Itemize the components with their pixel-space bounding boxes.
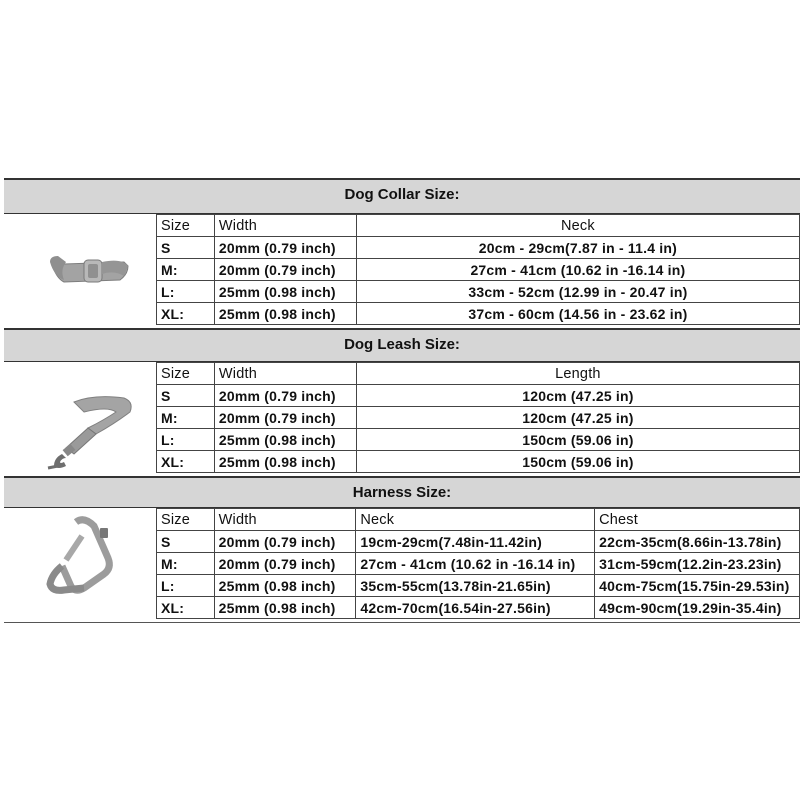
table-cell: 25mm (0.98 inch) xyxy=(214,597,356,619)
table-cell: 25mm (0.98 inch) xyxy=(214,575,356,597)
leash-column-header: Width xyxy=(214,363,356,385)
table-cell: 49cm-90cm(19.29in-35.4in) xyxy=(595,597,800,619)
table-cell: M: xyxy=(157,407,215,429)
table-cell: 20mm (0.79 inch) xyxy=(214,531,356,553)
harness-column-header: Chest xyxy=(595,509,800,531)
table-cell: 120cm (47.25 in) xyxy=(356,385,799,407)
leash-header-row xyxy=(157,363,800,385)
table-row xyxy=(157,259,800,281)
harness-table xyxy=(156,508,800,619)
leash-image xyxy=(4,362,156,476)
leash-column-header: Size xyxy=(157,363,215,385)
table-cell: XL: xyxy=(157,597,215,619)
leash-icon xyxy=(4,362,156,476)
table-row xyxy=(157,237,800,259)
table-cell: 27cm - 41cm (10.62 in -16.14 in) xyxy=(356,553,595,575)
leash-section xyxy=(4,362,800,476)
collar-section-header xyxy=(4,178,800,214)
table-cell: 37cm - 60cm (14.56 in - 23.62 in) xyxy=(356,303,799,325)
table-cell: XL: xyxy=(157,303,215,325)
collar-section-title: Dog Collar Size: xyxy=(344,186,460,203)
table-cell: S xyxy=(157,531,215,553)
table-row xyxy=(157,281,800,303)
collar-table xyxy=(156,214,800,325)
collar-header-row xyxy=(157,215,800,237)
harness-header-row xyxy=(157,509,800,531)
table-row xyxy=(157,303,800,325)
table-cell: S xyxy=(157,237,215,259)
table-cell: 27cm - 41cm (10.62 in -16.14 in) xyxy=(356,259,799,281)
collar-column-header: Width xyxy=(214,215,356,237)
table-cell: 25mm (0.98 inch) xyxy=(214,281,356,303)
table-row xyxy=(157,429,800,451)
table-cell: M: xyxy=(157,259,215,281)
table-row xyxy=(157,407,800,429)
table-cell: 20mm (0.79 inch) xyxy=(214,385,356,407)
table-cell: L: xyxy=(157,281,215,303)
collar-icon xyxy=(4,214,156,328)
table-cell: XL: xyxy=(157,451,215,473)
table-cell: 40cm-75cm(15.75in-29.53in) xyxy=(595,575,800,597)
table-cell: 42cm-70cm(16.54in-27.56in) xyxy=(356,597,595,619)
table-cell: 20mm (0.79 inch) xyxy=(214,237,356,259)
table-row xyxy=(157,451,800,473)
table-cell: 20mm (0.79 inch) xyxy=(214,259,356,281)
table-cell: 22cm-35cm(8.66in-13.78in) xyxy=(595,531,800,553)
leash-section-header xyxy=(4,328,800,362)
table-cell: S xyxy=(157,385,215,407)
table-cell: 25mm (0.98 inch) xyxy=(214,429,356,451)
table-cell: 25mm (0.98 inch) xyxy=(214,451,356,473)
table-cell: 120cm (47.25 in) xyxy=(356,407,799,429)
table-cell: 33cm - 52cm (12.99 in - 20.47 in) xyxy=(356,281,799,303)
leash-column-header: Length xyxy=(356,363,799,385)
table-cell: 20mm (0.79 inch) xyxy=(214,553,356,575)
collar-image xyxy=(4,214,156,328)
harness-column-header: Neck xyxy=(356,509,595,531)
table-row xyxy=(157,531,800,553)
leash-section-title: Dog Leash Size: xyxy=(344,336,460,353)
table-row xyxy=(157,575,800,597)
table-cell: M: xyxy=(157,553,215,575)
table-cell: L: xyxy=(157,429,215,451)
table-cell: 35cm-55cm(13.78in-21.65in) xyxy=(356,575,595,597)
leash-table xyxy=(156,362,800,473)
collar-section xyxy=(4,214,800,328)
harness-column-header: Width xyxy=(214,509,356,531)
table-cell: 150cm (59.06 in) xyxy=(356,451,799,473)
table-row xyxy=(157,597,800,619)
table-cell: 19cm-29cm(7.48in-11.42in) xyxy=(356,531,595,553)
table-row xyxy=(157,385,800,407)
table-row xyxy=(157,553,800,575)
table-cell: 25mm (0.98 inch) xyxy=(214,303,356,325)
harness-image xyxy=(4,508,156,622)
table-cell: 20cm - 29cm(7.87 in - 11.4 in) xyxy=(356,237,799,259)
table-cell: 20mm (0.79 inch) xyxy=(214,407,356,429)
harness-section-header xyxy=(4,476,800,508)
collar-column-header: Neck xyxy=(356,215,799,237)
collar-column-header: Size xyxy=(157,215,215,237)
harness-section xyxy=(4,508,800,622)
bottom-rule xyxy=(4,622,800,623)
harness-section-title: Harness Size: xyxy=(352,484,452,501)
table-cell: 150cm (59.06 in) xyxy=(356,429,799,451)
table-cell: 31cm-59cm(12.2in-23.23in) xyxy=(595,553,800,575)
table-cell: L: xyxy=(157,575,215,597)
harness-icon xyxy=(4,508,156,622)
harness-column-header: Size xyxy=(157,509,215,531)
size-chart xyxy=(4,178,800,622)
